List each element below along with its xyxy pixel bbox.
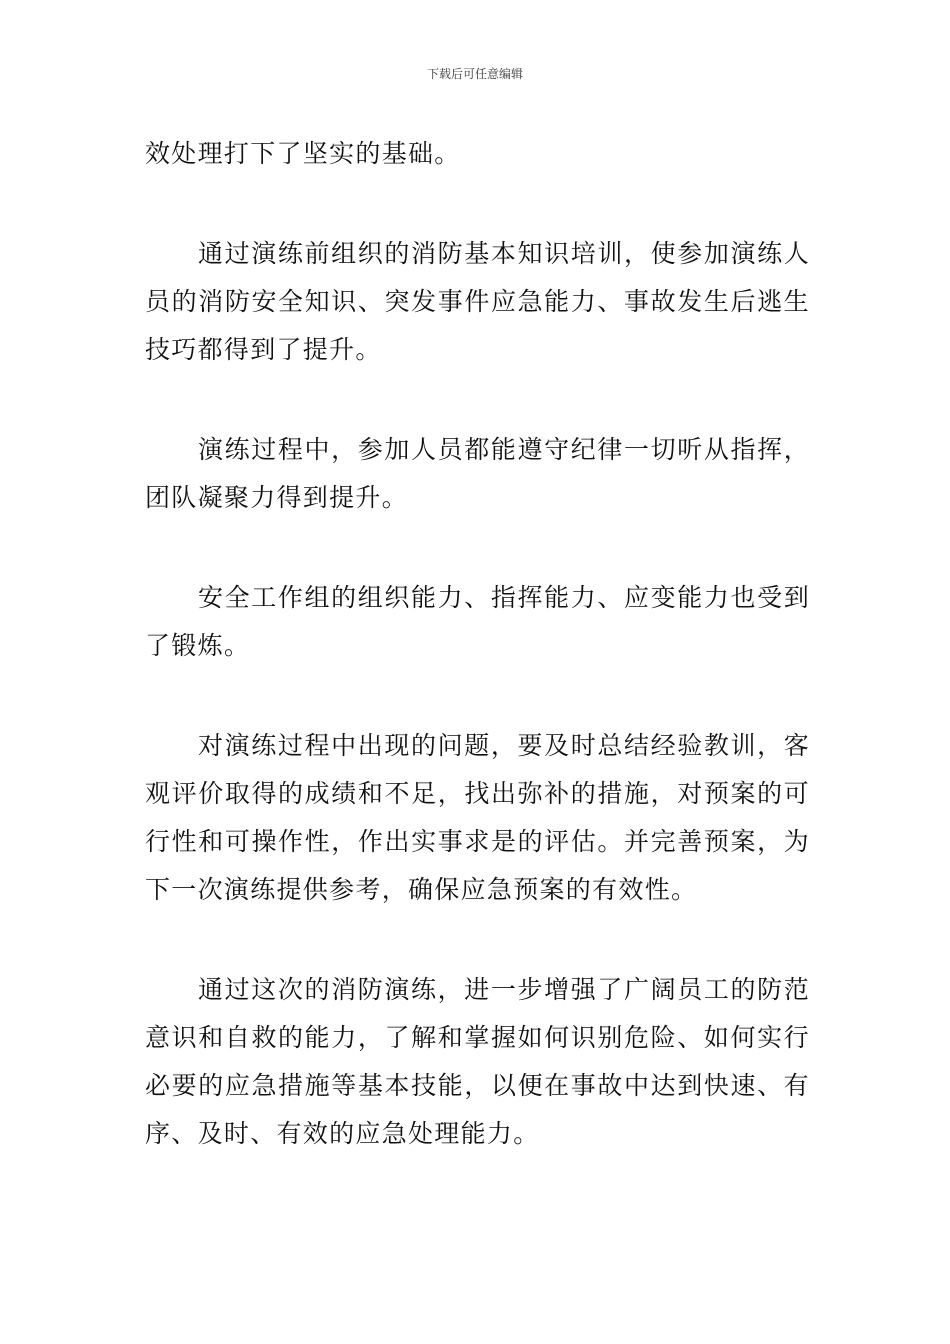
paragraph-training: 通过演练前组织的消防基本知识培训，使参加演练人员的消防安全知识、突发事件应急能力、事故发生后逃生技巧都得到了提升。 bbox=[145, 239, 810, 364]
paragraph-discipline: 演练过程中，参加人员都能遵守纪律一切听从指挥，团队凝聚力得到提升。 bbox=[145, 435, 810, 512]
page-header: 下载后可任意编辑 bbox=[426, 67, 523, 81]
paragraph-team-ability: 安全工作组的组织能力、指挥能力、应变能力也受到了锻炼。 bbox=[145, 583, 810, 660]
paragraph-conclusion: 通过这次的消防演练，进一步增强了广阔员工的防范意识和自救的能力，了解和掌握如何识别危险、如何实行必要的应急措施等基本技能，以便在事故中达到快速、有序、及时、有效的应急处理能力。 bbox=[145, 975, 810, 1148]
paragraph-evaluation: 对演练过程中出现的问题，要及时总结经验教训，客观评价取得的成绩和不足，找出弥补的措施，对预案的可行性和可操作性，作出实事求是的评估。并完善预案，为下一次演练提供参考，确保应急预案的有效性。 bbox=[145, 731, 810, 904]
paragraph-continuation: 效处理打下了坚实的基础。 bbox=[145, 139, 461, 168]
document-body bbox=[145, 130, 810, 1210]
